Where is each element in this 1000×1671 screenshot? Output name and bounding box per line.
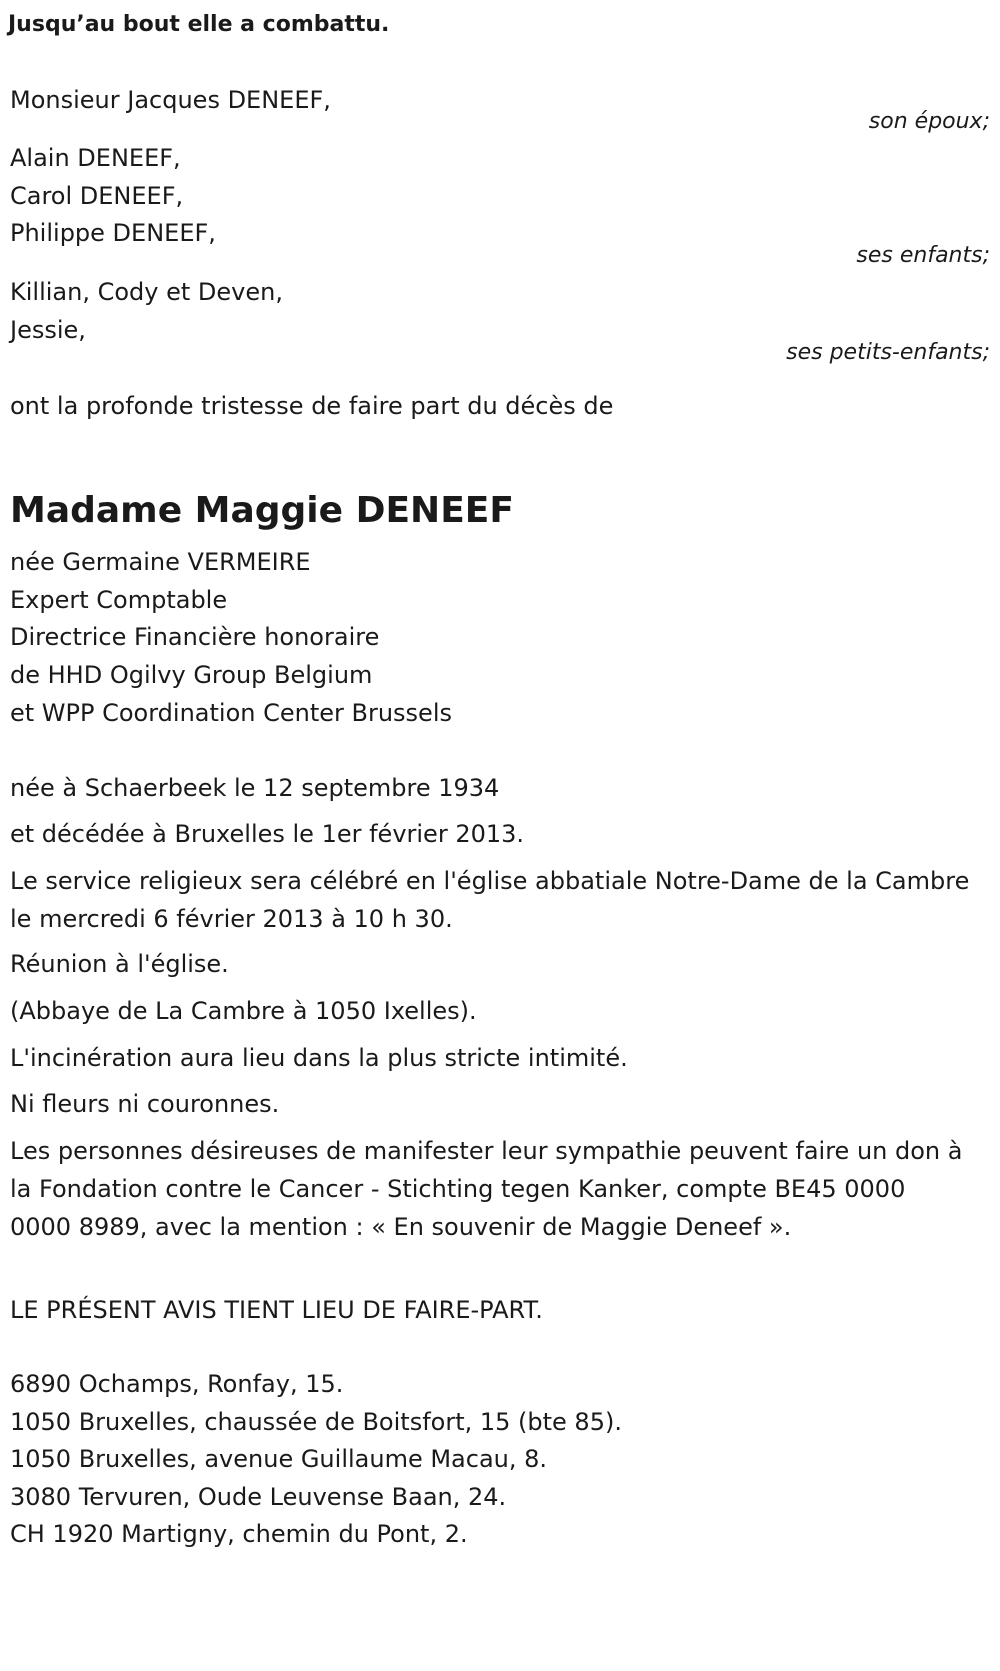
children-role: ses enfants;: [856, 243, 990, 268]
grandchildren-role: ses petits-enfants;: [786, 340, 990, 365]
meeting-info: Réunion à l'église.: [10, 950, 229, 978]
birth-info: née à Schaerbeek le 12 septembre 1934: [10, 774, 500, 802]
deceased-name: Madame Maggie DENEEF: [10, 490, 514, 531]
grandchild-name: Jessie,: [10, 316, 86, 344]
death-info: et décédée à Bruxelles le 1er février 2013.: [10, 820, 525, 848]
detail-line: née Germaine VERMEIRE: [10, 548, 311, 576]
address-line: 1050 Bruxelles, chaussée de Boitsfort, 15 (bte 85).: [10, 1408, 622, 1436]
address-line: CH 1920 Martigny, chemin du Pont, 2.: [10, 1520, 468, 1548]
service-info: Le service religieux sera célébré en l'église abbatiale Notre-Dame de la Cambre le mercredi 6 février 2013 à 10 h 30.: [10, 867, 970, 933]
address-line: 6890 Ochamps, Ronfay, 15.: [10, 1370, 344, 1398]
grandchild-name: Killian, Cody et Deven,: [10, 278, 283, 306]
address-line: 1050 Bruxelles, avenue Guillaume Macau, 8.: [10, 1445, 548, 1473]
church-location: (Abbaye de La Cambre à 1050 Ixelles).: [10, 997, 477, 1025]
announcement: ont la profonde tristesse de faire part du décès de: [10, 392, 614, 420]
detail-line: Expert Comptable: [10, 586, 228, 614]
detail-line: et WPP Coordination Center Brussels: [10, 699, 452, 727]
cremation-info: L'incinération aura lieu dans la plus stricte intimité.: [10, 1044, 628, 1072]
motto: Jusqu’au bout elle a combattu.: [8, 12, 390, 37]
notice: LE PRÉSENT AVIS TIENT LIEU DE FAIRE-PART.: [10, 1296, 543, 1324]
address-line: 3080 Tervuren, Oude Leuvense Baan, 24.: [10, 1483, 507, 1511]
husband-role: son époux;: [868, 109, 990, 134]
flowers-info: Ni fleurs ni couronnes.: [10, 1090, 280, 1118]
child-name: Carol DENEEF,: [10, 182, 184, 210]
detail-line: Directrice Financière honoraire: [10, 623, 380, 651]
husband-name: Monsieur Jacques DENEEF,: [10, 86, 331, 114]
child-name: Philippe DENEEF,: [10, 219, 216, 247]
child-name: Alain DENEEF,: [10, 144, 181, 172]
donation-info: Les personnes désireuses de manifester leur sympathie peuvent faire un don à la Fondation contre le Cancer - Stichting tegen Kanker, compte BE45 0000 0000 8989, avec la mention : « En souvenir de Maggie Deneef ».: [10, 1137, 963, 1241]
detail-line: de HHD Ogilvy Group Belgium: [10, 661, 373, 689]
